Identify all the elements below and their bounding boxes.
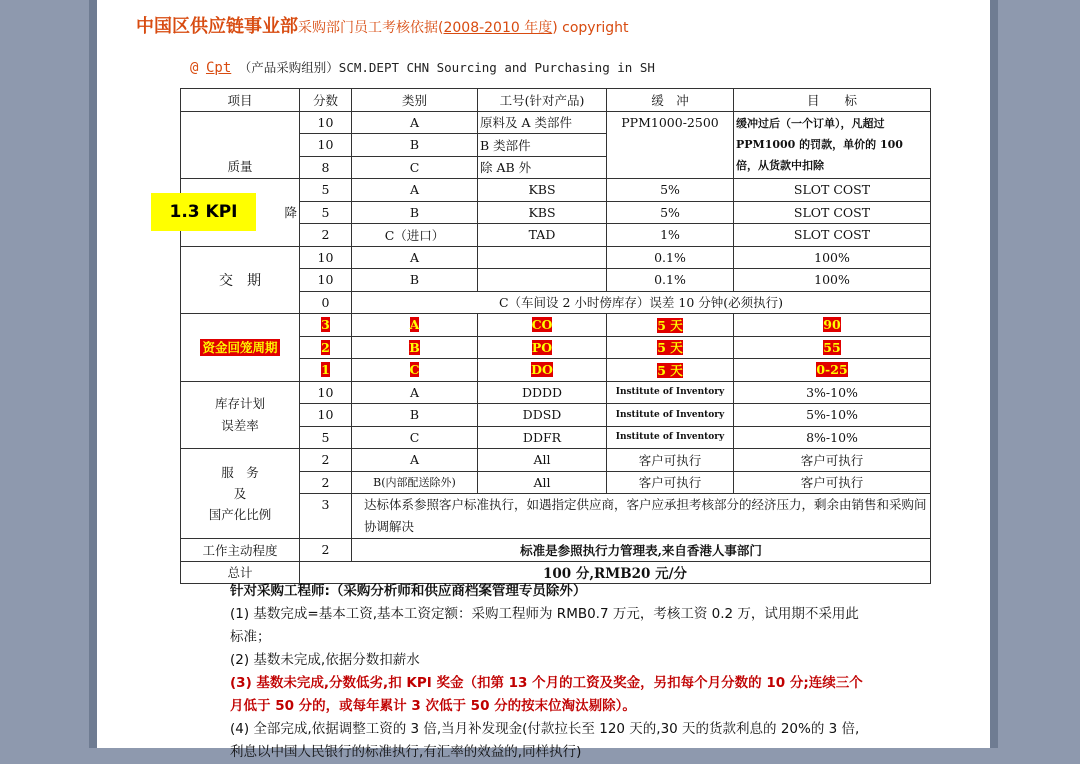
code-cell <box>478 314 607 337</box>
note-4: (4) 全部完成,依据调整工资的 3 倍,当月补发现金(付款拉长至 120 天的,30 天的货款利息的 20%的 3 倍,利息以中国人民银行的标准执行,有汇率的效益的,同样执行) <box>230 721 860 760</box>
subtitle-cpt: Cpt <box>205 60 232 76</box>
buffer-cell: PPM1000-2500 <box>607 111 734 179</box>
score-cell: 3 <box>300 494 352 539</box>
subtitle-at: @ <box>190 60 199 76</box>
target-cell: SLOT COST <box>734 201 931 224</box>
table-row <box>181 314 931 337</box>
header-item: 项目 <box>181 89 300 112</box>
target-value: 55 <box>823 339 841 355</box>
score-cell <box>300 336 352 359</box>
code-cell: All <box>478 471 607 494</box>
inventory-label-line1: 库存计划 <box>214 395 265 411</box>
buffer-value: 5 天 <box>657 362 683 378</box>
merged-cell: 达标体系参照客户标准执行，如遇指定供应商，客户应承担考核部分的经济压力，剩余由销售和采购间协调解决 <box>352 494 931 539</box>
buffer-cell <box>607 336 734 359</box>
buffer-cell <box>607 359 734 382</box>
table-row <box>181 539 931 562</box>
header-code: 工号(针对产品) <box>478 89 607 112</box>
code-cell: 原料及 A 类部件 <box>478 111 607 134</box>
score-cell: 10 <box>300 269 352 292</box>
table-row <box>181 246 931 269</box>
note-3: (3) 基数未完成,分数低劣,扣 KPI 奖金（扣第 13 个月的工资及奖金，另扣每个月分数的 10 分;连续三个月低于 50 分的，或每年累计 3 次低于 50 分的按末位淘汰剔除）。 <box>230 675 863 714</box>
score-cell: 10 <box>300 381 352 404</box>
target-cell: 客户可执行 <box>734 471 931 494</box>
score-cell: 2 <box>300 224 352 247</box>
score-cell: 5 <box>300 179 352 202</box>
page-shadow-right <box>990 0 998 748</box>
table-row <box>181 179 931 202</box>
target-cell <box>734 359 931 382</box>
category-cell: B <box>352 269 478 292</box>
cash-label-cell <box>181 314 300 382</box>
score-value: 1 <box>321 362 330 378</box>
code-cell <box>478 269 607 292</box>
code-value: CO <box>531 317 553 333</box>
target-cell: SLOT COST <box>734 179 931 202</box>
buffer-cell: 客户可执行 <box>607 449 734 472</box>
category-cell: B(内部配送除外) <box>352 471 478 494</box>
score-cell: 10 <box>300 404 352 427</box>
service-label <box>181 449 300 539</box>
code-value: PO <box>531 339 553 355</box>
buffer-cell: Institute of Inventory <box>607 426 734 449</box>
price-label: 降 <box>181 179 300 247</box>
target-cell: 100% <box>734 269 931 292</box>
header-category: 类别 <box>352 89 478 112</box>
category-cell: C <box>352 426 478 449</box>
notes-section <box>230 580 870 764</box>
category-cell: B <box>352 404 478 427</box>
note-2: (2) 基数未完成,依据分数扣薪水 <box>230 652 420 668</box>
service-label-line2: 及 <box>233 486 247 501</box>
target-value: 0-25 <box>816 362 848 378</box>
score-cell: 0 <box>300 291 352 314</box>
category-cell: C <box>352 156 478 179</box>
category-value: C <box>409 362 420 378</box>
buffer-cell: Institute of Inventory <box>607 404 734 427</box>
initiative-label: 工作主动程度 <box>181 539 300 562</box>
buffer-cell: 0.1% <box>607 269 734 292</box>
code-cell: B 类部件 <box>478 134 607 157</box>
kpi-badge: 1.3 KPI <box>151 193 256 231</box>
score-cell: 5 <box>300 201 352 224</box>
total-value: 100 分,RMB20 元/分 <box>300 561 931 584</box>
header-buffer: 缓 冲 <box>607 89 734 112</box>
category-value: A <box>409 317 420 333</box>
header-target: 目 标 <box>734 89 931 112</box>
target-cell <box>734 336 931 359</box>
code-cell: 除 AB 外 <box>478 156 607 179</box>
target-cell: 8%-10% <box>734 426 931 449</box>
category-value: B <box>409 339 420 355</box>
subtitle-text: （产品采购组别）SCM.DEPT CHN Sourcing and Purchasing in SH <box>238 60 655 75</box>
total-label: 总计 <box>181 561 300 584</box>
document-subtitle <box>190 58 655 76</box>
assessment-table <box>180 88 931 584</box>
service-label-line1: 服 务 <box>221 465 259 480</box>
buffer-value: 5 天 <box>657 317 683 333</box>
title-main: 中国区供应链事业部 <box>136 16 298 37</box>
category-cell: A <box>352 111 478 134</box>
target-cell <box>734 314 931 337</box>
score-cell: 10 <box>300 246 352 269</box>
header-score: 分数 <box>300 89 352 112</box>
score-cell <box>300 314 352 337</box>
category-cell: A <box>352 381 478 404</box>
notes-heading: 针对采购工程师:（采购分析师和供应商档案管理专员除外） <box>230 583 587 599</box>
code-cell: KBS <box>478 201 607 224</box>
buffer-cell: 0.1% <box>607 246 734 269</box>
category-cell: A <box>352 449 478 472</box>
category-cell: A <box>352 246 478 269</box>
target-cell: 5%-10% <box>734 404 931 427</box>
code-cell: KBS <box>478 179 607 202</box>
table-row <box>181 111 931 134</box>
code-cell <box>478 246 607 269</box>
merged-cell: C（车间设 2 小时傍库存）误差 10 分钟(必须执行) <box>352 291 931 314</box>
code-cell: TAD <box>478 224 607 247</box>
score-cell: 2 <box>300 471 352 494</box>
category-cell: B <box>352 201 478 224</box>
buffer-cell: 1% <box>607 224 734 247</box>
buffer-cell: 5% <box>607 201 734 224</box>
category-cell <box>352 336 478 359</box>
code-cell <box>478 336 607 359</box>
score-cell: 8 <box>300 156 352 179</box>
code-cell: DDDD <box>478 381 607 404</box>
score-cell: 2 <box>300 539 352 562</box>
score-cell: 10 <box>300 134 352 157</box>
buffer-cell: Institute of Inventory <box>607 381 734 404</box>
title-sub: 采购部门员工考核依据( <box>298 20 444 36</box>
document-title <box>136 12 628 38</box>
note-1: (1) 基数完成=基本工资,基本工资定额：采购工程师为 RMB0.7 万元，考核工资 0.2 万，试用期不采用此标准； <box>230 606 859 645</box>
service-label-line3: 国产化比例 <box>208 507 272 522</box>
buffer-cell: 5% <box>607 179 734 202</box>
cash-label: 资金回笼周期 <box>202 340 278 356</box>
table-row <box>181 381 931 404</box>
merged-cell: 标准是参照执行力管理表,来自香港人事部门 <box>352 539 931 562</box>
page-shadow-left <box>89 0 97 748</box>
code-cell: DDFR <box>478 426 607 449</box>
score-cell: 10 <box>300 111 352 134</box>
score-value: 3 <box>321 317 330 333</box>
target-cell: 3%-10% <box>734 381 931 404</box>
category-cell <box>352 359 478 382</box>
score-cell: 2 <box>300 449 352 472</box>
table-header-row <box>181 89 931 112</box>
target-cell: 100% <box>734 246 931 269</box>
code-cell <box>478 359 607 382</box>
category-cell: B <box>352 134 478 157</box>
category-cell: A <box>352 179 478 202</box>
code-cell: DDSD <box>478 404 607 427</box>
inventory-label <box>181 381 300 449</box>
table-row <box>181 449 931 472</box>
quality-label: 质量 <box>181 111 300 179</box>
buffer-cell <box>607 314 734 337</box>
category-cell: C（进口） <box>352 224 478 247</box>
title-years: 2008-2010 年度 <box>443 20 553 36</box>
buffer-value: 5 天 <box>657 340 683 356</box>
score-cell: 5 <box>300 426 352 449</box>
target-cell: SLOT COST <box>734 224 931 247</box>
category-cell <box>352 314 478 337</box>
target-cell: 客户可执行 <box>734 449 931 472</box>
delivery-label: 交 期 <box>181 246 300 314</box>
code-value: DO <box>531 362 553 378</box>
buffer-cell: 客户可执行 <box>607 471 734 494</box>
title-tail: ) copyright <box>552 20 629 36</box>
score-value: 2 <box>321 339 330 355</box>
quality-target: 缓冲过后（一个订单），凡超过 PPM1000 的罚款，单价的 100 倍，从货款中扣除 <box>734 111 931 179</box>
score-cell <box>300 359 352 382</box>
inventory-label-line2: 误差率 <box>221 417 259 433</box>
code-cell: All <box>478 449 607 472</box>
target-value: 90 <box>823 317 841 333</box>
